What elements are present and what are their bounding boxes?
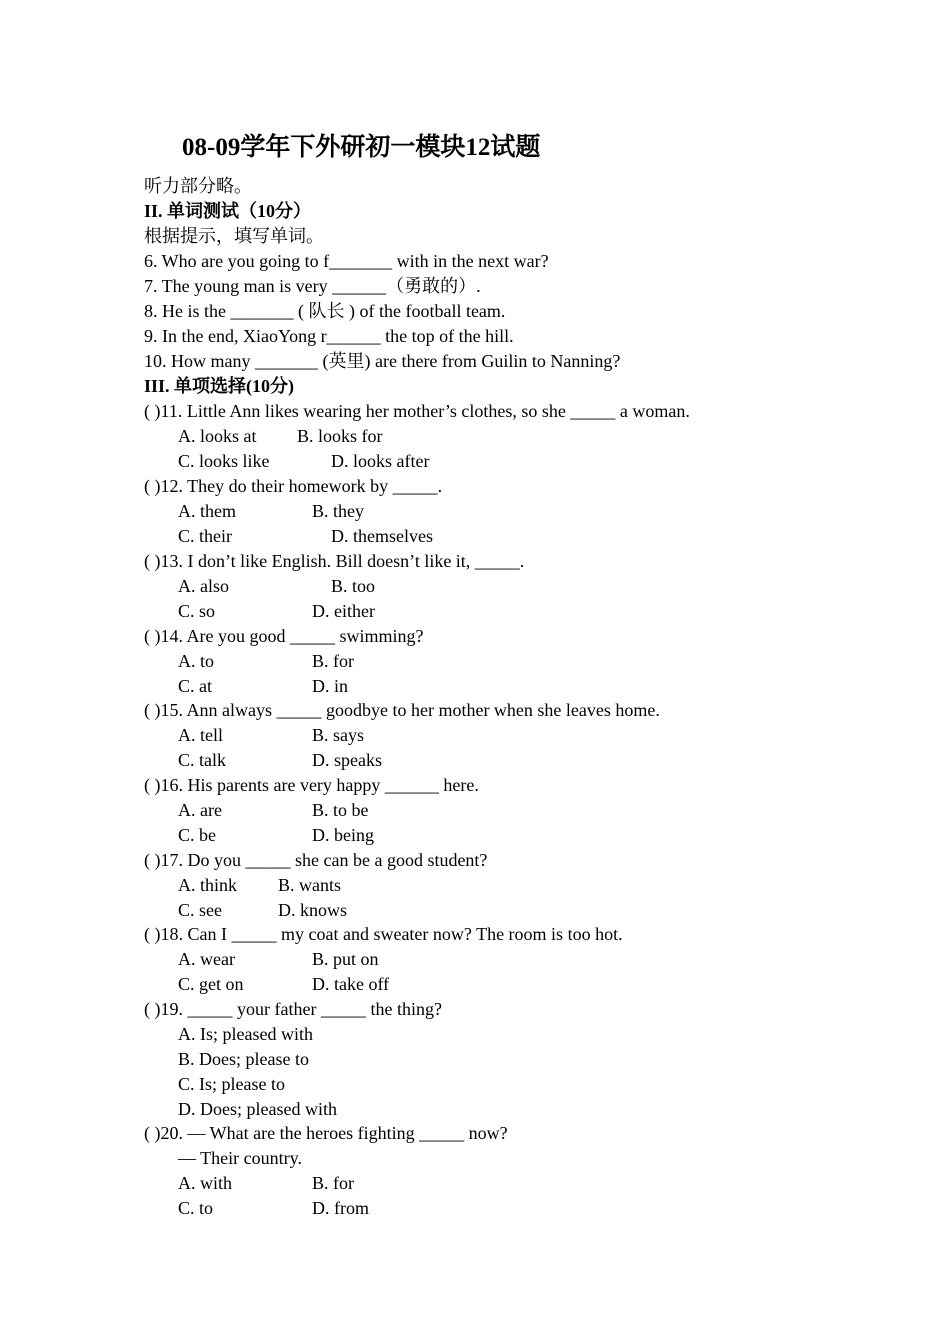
option-c: C. their [178,526,232,546]
question-stem: ( )11. Little Ann likes wearing her mother’s clothes, so she _____ a woman. [144,401,690,421]
question-stem: ( )14. Are you good _____ swimming? [144,626,424,646]
option-b: B. put on [312,949,379,969]
section3-heading: III. 单项选择(10分) [144,376,295,396]
option-a: A. tell [178,725,223,745]
option-a: A. wear [178,949,235,969]
option-c: C. get on [178,974,244,994]
section2-heading: II. 单词测试（10分） [144,201,312,221]
page-title: 08-09学年下外研初一模块12试题 [182,134,541,161]
option-a: A. to [178,651,214,671]
option-d: D. take off [312,974,390,994]
option-b: B. wants [278,875,341,895]
option-b: B. for [312,1173,354,1193]
option-b: B. Does; please to [178,1049,309,1069]
vocab-item: 7. The young man is very ______（勇敢的）. [144,276,481,296]
option-c: C. talk [178,750,226,770]
option-d: D. themselves [331,526,433,546]
vocab-item: 8. He is the _______ ( 队长 ) of the football team. [144,301,506,321]
question-stem: ( )15. Ann always _____ goodbye to her mother when she leaves home. [144,700,660,720]
option-d: D. being [312,825,374,845]
listening-note: 听力部分略。 [144,176,252,196]
option-a: A. also [178,576,229,596]
option-d: D. knows [278,900,348,920]
option-d: D. in [312,676,348,696]
option-a: A. are [178,800,222,820]
option-b: B. too [331,576,376,596]
option-c: C. so [178,601,216,621]
option-a: A. think [178,875,238,895]
question-stem: ( )16. His parents are very happy ______ here. [144,775,479,795]
vocab-item: 10. How many _______ (英里) are there from Guilin to Nanning? [144,351,621,371]
option-d: D. either [312,601,375,621]
question-stem: ( )17. Do you _____ she can be a good student? [144,850,488,870]
vocab-item: 9. In the end, XiaoYong r______ the top of the hill. [144,326,514,346]
question-stem: ( )20. — What are the heroes fighting _____ now? [144,1123,508,1143]
dialogue-answer: — Their country. [178,1148,302,1168]
section2-instruction: 根据提示，填写单词。 [144,226,324,246]
option-d: D. Does; pleased with [178,1099,337,1119]
option-a: A. looks at [178,426,257,446]
option-b: B. they [312,501,364,521]
option-d: D. looks after [331,451,430,471]
option-c: C. looks like [178,451,270,471]
option-c: C. see [178,900,222,920]
option-b: B. for [312,651,354,671]
question-stem: ( )13. I don’t like English. Bill doesn’t like it, _____. [144,551,525,571]
option-d: D. from [312,1198,369,1218]
option-c: C. be [178,825,216,845]
option-b: B. says [312,725,365,745]
question-stem: ( )19. _____ your father _____ the thing? [144,999,442,1019]
option-a: A. them [178,501,236,521]
option-b: B. looks for [297,426,383,446]
question-stem: ( )18. Can I _____ my coat and sweater now? The room is too hot. [144,924,623,944]
option-c: C. to [178,1198,214,1218]
vocab-item: 6. Who are you going to f_______ with in the next war? [144,251,549,271]
option-d: D. speaks [312,750,382,770]
option-b: B. to be [312,800,369,820]
option-c: C. Is; please to [178,1074,285,1094]
question-stem: ( )12. They do their homework by _____. [144,476,443,496]
option-c: C. at [178,676,212,696]
option-a: A. with [178,1173,232,1193]
option-a: A. Is; pleased with [178,1024,313,1044]
